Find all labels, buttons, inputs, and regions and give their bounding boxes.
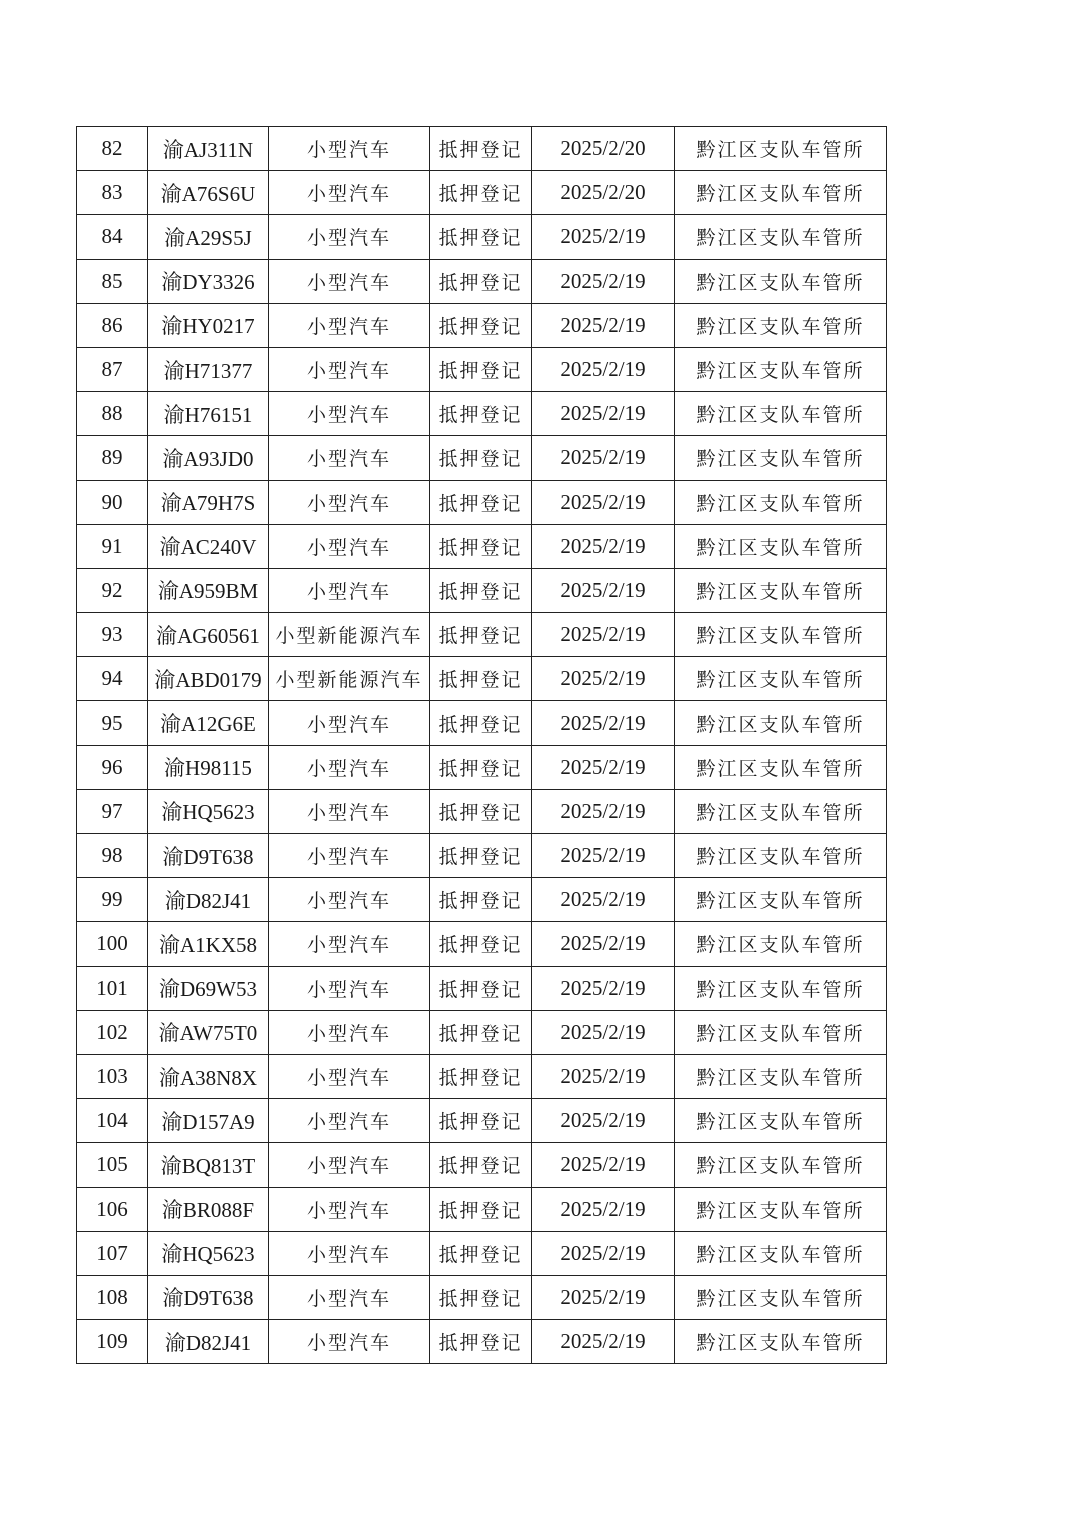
table-row	[77, 215, 887, 259]
vehicle-type-cell: 小型新能源汽车	[269, 657, 430, 701]
registration-date-cell: 2025/2/19	[532, 524, 675, 568]
vehicle-type-cell: 小型汽车	[269, 1099, 430, 1143]
vehicle-type-cell: 小型汽车	[269, 701, 430, 745]
handling-office-cell: 黔江区支队车管所	[675, 922, 887, 966]
row-number-cell: 94	[77, 657, 148, 701]
vehicle-type-cell: 小型汽车	[269, 789, 430, 833]
row-number-cell: 88	[77, 392, 148, 436]
vehicle-type-cell: 小型汽车	[269, 392, 430, 436]
table-row	[77, 922, 887, 966]
registration-date-cell: 2025/2/19	[532, 966, 675, 1010]
table-row	[77, 1010, 887, 1054]
business-type-cell: 抵押登记	[430, 789, 532, 833]
vehicle-type-cell: 小型汽车	[269, 524, 430, 568]
table-row	[77, 127, 887, 171]
handling-office-cell: 黔江区支队车管所	[675, 1187, 887, 1231]
table-row	[77, 613, 887, 657]
vehicle-record-table	[76, 126, 887, 1364]
business-type-cell: 抵押登记	[430, 568, 532, 612]
registration-date-cell: 2025/2/19	[532, 834, 675, 878]
vehicle-type-cell: 小型汽车	[269, 1054, 430, 1098]
business-type-cell: 抵押登记	[430, 392, 532, 436]
row-number-cell: 87	[77, 347, 148, 391]
registration-date-cell: 2025/2/19	[532, 259, 675, 303]
vehicle-type-cell: 小型汽车	[269, 436, 430, 480]
plate-number-cell: 渝AW75T0	[148, 1010, 269, 1054]
table-row	[77, 568, 887, 612]
table-row	[77, 966, 887, 1010]
handling-office-cell: 黔江区支队车管所	[675, 1143, 887, 1187]
table-row	[77, 347, 887, 391]
plate-number-cell: 渝BQ813T	[148, 1143, 269, 1187]
business-type-cell: 抵押登记	[430, 524, 532, 568]
registration-date-cell: 2025/2/19	[532, 1320, 675, 1364]
registration-date-cell: 2025/2/19	[532, 1231, 675, 1275]
handling-office-cell: 黔江区支队车管所	[675, 392, 887, 436]
registration-date-cell: 2025/2/19	[532, 480, 675, 524]
handling-office-cell: 黔江区支队车管所	[675, 347, 887, 391]
business-type-cell: 抵押登记	[430, 1231, 532, 1275]
plate-number-cell: 渝HY0217	[148, 303, 269, 347]
vehicle-type-cell: 小型汽车	[269, 303, 430, 347]
business-type-cell: 抵押登记	[430, 480, 532, 524]
registration-date-cell: 2025/2/19	[532, 1010, 675, 1054]
registration-date-cell: 2025/2/19	[532, 701, 675, 745]
registration-date-cell: 2025/2/19	[532, 878, 675, 922]
plate-number-cell: 渝HQ5623	[148, 789, 269, 833]
plate-number-cell: 渝A959BM	[148, 568, 269, 612]
registration-date-cell: 2025/2/19	[532, 392, 675, 436]
plate-number-cell: 渝ABD0179	[148, 657, 269, 701]
plate-number-cell: 渝HQ5623	[148, 1231, 269, 1275]
registration-date-cell: 2025/2/19	[532, 613, 675, 657]
registration-date-cell: 2025/2/19	[532, 347, 675, 391]
handling-office-cell: 黔江区支队车管所	[675, 1320, 887, 1364]
registration-date-cell: 2025/2/19	[532, 1054, 675, 1098]
business-type-cell: 抵押登记	[430, 745, 532, 789]
table-row	[77, 436, 887, 480]
plate-number-cell: 渝A76S6U	[148, 171, 269, 215]
row-number-cell: 105	[77, 1143, 148, 1187]
row-number-cell: 84	[77, 215, 148, 259]
handling-office-cell: 黔江区支队车管所	[675, 480, 887, 524]
vehicle-type-cell: 小型汽车	[269, 878, 430, 922]
table-row	[77, 789, 887, 833]
registration-date-cell: 2025/2/19	[532, 789, 675, 833]
business-type-cell: 抵押登记	[430, 1010, 532, 1054]
vehicle-type-cell: 小型汽车	[269, 1187, 430, 1231]
handling-office-cell: 黔江区支队车管所	[675, 259, 887, 303]
registration-date-cell: 2025/2/19	[532, 436, 675, 480]
handling-office-cell: 黔江区支队车管所	[675, 1275, 887, 1319]
row-number-cell: 92	[77, 568, 148, 612]
vehicle-type-cell: 小型新能源汽车	[269, 613, 430, 657]
table-row	[77, 1231, 887, 1275]
plate-number-cell: 渝AC240V	[148, 524, 269, 568]
row-number-cell: 86	[77, 303, 148, 347]
handling-office-cell: 黔江区支队车管所	[675, 1099, 887, 1143]
vehicle-type-cell: 小型汽车	[269, 568, 430, 612]
business-type-cell: 抵押登记	[430, 1143, 532, 1187]
plate-number-cell: 渝A38N8X	[148, 1054, 269, 1098]
row-number-cell: 82	[77, 127, 148, 171]
business-type-cell: 抵押登记	[430, 966, 532, 1010]
registration-date-cell: 2025/2/20	[532, 127, 675, 171]
table-row	[77, 1054, 887, 1098]
vehicle-type-cell: 小型汽车	[269, 745, 430, 789]
handling-office-cell: 黔江区支队车管所	[675, 966, 887, 1010]
vehicle-type-cell: 小型汽车	[269, 966, 430, 1010]
plate-number-cell: 渝D157A9	[148, 1099, 269, 1143]
handling-office-cell: 黔江区支队车管所	[675, 745, 887, 789]
handling-office-cell: 黔江区支队车管所	[675, 701, 887, 745]
business-type-cell: 抵押登记	[430, 657, 532, 701]
registration-date-cell: 2025/2/19	[532, 1187, 675, 1231]
table-row	[77, 1275, 887, 1319]
business-type-cell: 抵押登记	[430, 171, 532, 215]
table-row	[77, 1187, 887, 1231]
table-row	[77, 878, 887, 922]
row-number-cell: 96	[77, 745, 148, 789]
row-number-cell: 97	[77, 789, 148, 833]
vehicle-type-cell: 小型汽车	[269, 480, 430, 524]
table-row	[77, 303, 887, 347]
plate-number-cell: 渝D82J41	[148, 878, 269, 922]
business-type-cell: 抵押登记	[430, 834, 532, 878]
vehicle-type-cell: 小型汽车	[269, 171, 430, 215]
vehicle-type-cell: 小型汽车	[269, 1143, 430, 1187]
plate-number-cell: 渝D82J41	[148, 1320, 269, 1364]
vehicle-type-cell: 小型汽车	[269, 1231, 430, 1275]
registration-date-cell: 2025/2/19	[532, 1143, 675, 1187]
row-number-cell: 104	[77, 1099, 148, 1143]
row-number-cell: 100	[77, 922, 148, 966]
registration-date-cell: 2025/2/20	[532, 171, 675, 215]
handling-office-cell: 黔江区支队车管所	[675, 789, 887, 833]
row-number-cell: 91	[77, 524, 148, 568]
row-number-cell: 85	[77, 259, 148, 303]
table-row	[77, 171, 887, 215]
handling-office-cell: 黔江区支队车管所	[675, 215, 887, 259]
business-type-cell: 抵押登记	[430, 1320, 532, 1364]
plate-number-cell: 渝AG60561	[148, 613, 269, 657]
business-type-cell: 抵押登记	[430, 1187, 532, 1231]
table-row	[77, 1099, 887, 1143]
vehicle-type-cell: 小型汽车	[269, 1010, 430, 1054]
plate-number-cell: 渝H76151	[148, 392, 269, 436]
registration-date-cell: 2025/2/19	[532, 657, 675, 701]
handling-office-cell: 黔江区支队车管所	[675, 657, 887, 701]
business-type-cell: 抵押登记	[430, 1054, 532, 1098]
business-type-cell: 抵押登记	[430, 1275, 532, 1319]
row-number-cell: 109	[77, 1320, 148, 1364]
table-row	[77, 480, 887, 524]
business-type-cell: 抵押登记	[430, 922, 532, 966]
vehicle-type-cell: 小型汽车	[269, 922, 430, 966]
row-number-cell: 106	[77, 1187, 148, 1231]
handling-office-cell: 黔江区支队车管所	[675, 1010, 887, 1054]
handling-office-cell: 黔江区支队车管所	[675, 1054, 887, 1098]
handling-office-cell: 黔江区支队车管所	[675, 568, 887, 612]
vehicle-type-cell: 小型汽车	[269, 834, 430, 878]
business-type-cell: 抵押登记	[430, 1099, 532, 1143]
table-row	[77, 392, 887, 436]
table-row	[77, 834, 887, 878]
vehicle-type-cell: 小型汽车	[269, 127, 430, 171]
registration-date-cell: 2025/2/19	[532, 215, 675, 259]
row-number-cell: 98	[77, 834, 148, 878]
registration-date-cell: 2025/2/19	[532, 1099, 675, 1143]
registration-date-cell: 2025/2/19	[532, 1275, 675, 1319]
vehicle-record-table-body	[77, 127, 887, 1364]
plate-number-cell: 渝A79H7S	[148, 480, 269, 524]
business-type-cell: 抵押登记	[430, 303, 532, 347]
table-row	[77, 701, 887, 745]
business-type-cell: 抵押登记	[430, 878, 532, 922]
table-row	[77, 1143, 887, 1187]
row-number-cell: 83	[77, 171, 148, 215]
handling-office-cell: 黔江区支队车管所	[675, 171, 887, 215]
plate-number-cell: 渝DY3326	[148, 259, 269, 303]
vehicle-type-cell: 小型汽车	[269, 1275, 430, 1319]
handling-office-cell: 黔江区支队车管所	[675, 524, 887, 568]
business-type-cell: 抵押登记	[430, 347, 532, 391]
plate-number-cell: 渝A29S5J	[148, 215, 269, 259]
registration-date-cell: 2025/2/19	[532, 745, 675, 789]
table-row	[77, 524, 887, 568]
registration-date-cell: 2025/2/19	[532, 568, 675, 612]
plate-number-cell: 渝A12G6E	[148, 701, 269, 745]
vehicle-type-cell: 小型汽车	[269, 1320, 430, 1364]
business-type-cell: 抵押登记	[430, 613, 532, 657]
business-type-cell: 抵押登记	[430, 436, 532, 480]
plate-number-cell: 渝A93JD0	[148, 436, 269, 480]
handling-office-cell: 黔江区支队车管所	[675, 878, 887, 922]
business-type-cell: 抵押登记	[430, 215, 532, 259]
registration-date-cell: 2025/2/19	[532, 303, 675, 347]
handling-office-cell: 黔江区支队车管所	[675, 127, 887, 171]
row-number-cell: 103	[77, 1054, 148, 1098]
plate-number-cell: 渝AJ311N	[148, 127, 269, 171]
plate-number-cell: 渝D9T638	[148, 834, 269, 878]
business-type-cell: 抵押登记	[430, 127, 532, 171]
row-number-cell: 101	[77, 966, 148, 1010]
handling-office-cell: 黔江区支队车管所	[675, 613, 887, 657]
business-type-cell: 抵押登记	[430, 701, 532, 745]
row-number-cell: 93	[77, 613, 148, 657]
table-row	[77, 657, 887, 701]
row-number-cell: 108	[77, 1275, 148, 1319]
handling-office-cell: 黔江区支队车管所	[675, 436, 887, 480]
vehicle-type-cell: 小型汽车	[269, 259, 430, 303]
handling-office-cell: 黔江区支队车管所	[675, 834, 887, 878]
plate-number-cell: 渝H71377	[148, 347, 269, 391]
business-type-cell: 抵押登记	[430, 259, 532, 303]
table-row	[77, 259, 887, 303]
row-number-cell: 107	[77, 1231, 148, 1275]
plate-number-cell: 渝A1KX58	[148, 922, 269, 966]
plate-number-cell: 渝D9T638	[148, 1275, 269, 1319]
plate-number-cell: 渝D69W53	[148, 966, 269, 1010]
handling-office-cell: 黔江区支队车管所	[675, 1231, 887, 1275]
table-row	[77, 1320, 887, 1364]
row-number-cell: 89	[77, 436, 148, 480]
plate-number-cell: 渝BR088F	[148, 1187, 269, 1231]
row-number-cell: 90	[77, 480, 148, 524]
plate-number-cell: 渝H98115	[148, 745, 269, 789]
row-number-cell: 95	[77, 701, 148, 745]
table-row	[77, 745, 887, 789]
row-number-cell: 102	[77, 1010, 148, 1054]
row-number-cell: 99	[77, 878, 148, 922]
vehicle-type-cell: 小型汽车	[269, 347, 430, 391]
registration-date-cell: 2025/2/19	[532, 922, 675, 966]
handling-office-cell: 黔江区支队车管所	[675, 303, 887, 347]
vehicle-type-cell: 小型汽车	[269, 215, 430, 259]
